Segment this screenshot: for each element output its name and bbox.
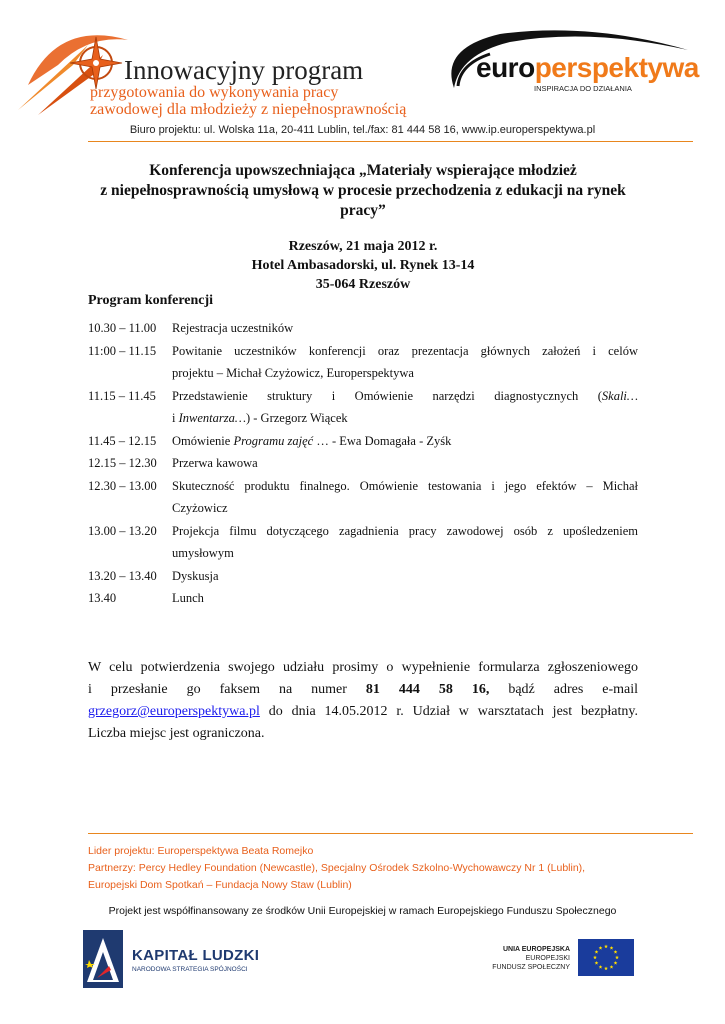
agenda-italic-text: Programu zajęć bbox=[233, 433, 314, 448]
footer-partners bbox=[88, 843, 585, 894]
agenda-time: 11.45 – 12.15 bbox=[88, 433, 157, 448]
conference-postal: 35-064 Rzeszów bbox=[315, 277, 411, 292]
agenda-text-line bbox=[172, 430, 638, 453]
agenda-row bbox=[88, 452, 638, 475]
agenda-italic-text: Inwentarza… bbox=[178, 411, 246, 425]
project-office-line: Biuro projektu: ul. Wolska 11a, 20-411 Lublin, tel./fax: 81 444 58 16, www.ip.europerspektywa.pl bbox=[129, 124, 596, 136]
agenda-row bbox=[88, 317, 638, 340]
agenda-description bbox=[172, 317, 638, 340]
agenda-time: 13.00 – 13.20 bbox=[88, 523, 157, 538]
kapital-ludzki-subtitle: NARODOWA STRATEGIA SPÓJNOŚCI bbox=[132, 966, 248, 973]
agenda-time: 12.15 – 12.30 bbox=[88, 456, 157, 470]
brand-part-perspektywa: perspektywa bbox=[534, 52, 699, 83]
conference-title-line: z niepełnosprawnością umysłową w procesie przechodzenia z edukacji na rynek bbox=[100, 182, 626, 199]
program-subtitle-line: przygotowania do wykonywania pracy bbox=[90, 84, 339, 101]
conference-date: Rzeszów, 21 maja 2012 r. bbox=[288, 239, 438, 254]
agenda-italic-text: Skali… bbox=[601, 388, 638, 403]
agenda-text: Przerwa kawowa bbox=[172, 456, 258, 470]
conference-hotel: Hotel Ambasadorski, ul. Rynek 13-14 bbox=[251, 258, 475, 273]
agenda-text: umysłowym bbox=[172, 546, 234, 560]
agenda-row bbox=[88, 385, 638, 430]
conference-title-line: Konferencja upowszechniająca „Materiały wspierające młodzież bbox=[149, 162, 577, 179]
confirmation-paragraph bbox=[88, 657, 638, 745]
agenda-text: Rejestracja uczestników bbox=[172, 321, 294, 335]
agenda-list bbox=[88, 317, 638, 610]
program-heading: Program konferencji bbox=[88, 293, 214, 308]
agenda-row bbox=[88, 520, 638, 565]
program-title: Innowacyjny program bbox=[124, 55, 364, 85]
project-leader: Lider projektu: Europerspektywa Beata Romejko bbox=[88, 845, 314, 857]
agenda-text: … - Ewa Domagała - Zyśk bbox=[313, 433, 452, 448]
confirmation-text: bądź adres e-mail bbox=[489, 682, 638, 697]
email-link[interactable]: grzegorz@europerspektywa.pl bbox=[88, 704, 260, 719]
agenda-text-line bbox=[172, 407, 638, 430]
agenda-time: 13.20 – 13.40 bbox=[88, 568, 157, 583]
agenda-text: Dyskusja bbox=[172, 568, 219, 583]
confirmation-text: W celu potwierdzenia swojego udziału prosimy o wypełnienie formularza zgłoszeniowego bbox=[88, 660, 638, 675]
agenda-description bbox=[172, 340, 638, 385]
header-divider bbox=[88, 141, 693, 142]
agenda-description bbox=[172, 430, 638, 453]
eu-label-line: UNIA EUROPEJSKA bbox=[502, 946, 570, 953]
eu-label-line: FUNDUSZ SPOŁECZNY bbox=[492, 964, 570, 971]
agenda-text-line bbox=[172, 385, 638, 408]
confirmation-text-line bbox=[88, 679, 638, 701]
agenda-time: 12.30 – 13.00 bbox=[88, 478, 157, 493]
agenda-text: Lunch bbox=[172, 591, 204, 605]
agenda-text: Omówienie bbox=[172, 433, 234, 448]
eu-fund-label bbox=[468, 945, 570, 972]
conference-place bbox=[88, 237, 638, 294]
kapital-ludzki-name: KAPITAŁ LUDZKI bbox=[132, 947, 260, 964]
confirmation-text-line bbox=[88, 701, 638, 723]
partners-line: Europejski Dom Spotkań – Fundacja Nowy Staw (Lublin) bbox=[88, 879, 352, 891]
agenda-text: Czyżowicz bbox=[172, 501, 228, 515]
agenda-time: 11.15 – 11.45 bbox=[88, 388, 156, 403]
eu-label-line: EUROPEJSKI bbox=[525, 955, 570, 962]
agenda-row bbox=[88, 340, 638, 385]
conference-title bbox=[88, 161, 638, 221]
agenda-text: projektu – Michał Czyżowicz, Europerspektywa bbox=[172, 366, 414, 380]
agenda-description bbox=[172, 565, 638, 588]
agenda-time: 11:00 – 11.15 bbox=[88, 343, 157, 358]
brand-tagline: INSPIRACJA DO DZIAŁANIA bbox=[534, 84, 632, 93]
program-subtitle-line: zawodowej dla młodzieży z niepełnosprawnością bbox=[90, 101, 407, 118]
agenda-row bbox=[88, 430, 638, 453]
agenda-text: Przedstawienie struktury i Omówienie narzędzi diagnostycznych ( bbox=[172, 388, 602, 403]
agenda-text: ) - Grzegorz Wiącek bbox=[245, 411, 348, 425]
agenda-description bbox=[172, 385, 638, 430]
agenda-row bbox=[88, 565, 638, 588]
agenda-description bbox=[172, 475, 638, 520]
agenda-text: Powitanie uczestników konferencji oraz prezentacja głównych założeń i celów bbox=[172, 343, 638, 358]
agenda-text: i bbox=[172, 411, 179, 425]
agenda-description bbox=[172, 520, 638, 565]
cofinance-note: Projekt jest współfinansowany ze środków Unii Europejskiej w ramach Europejskiego Funduszu Społecznego bbox=[108, 905, 617, 917]
agenda-row bbox=[88, 587, 638, 610]
confirmation-text: Liczba miejsc jest ograniczona. bbox=[88, 726, 265, 741]
fax-number: 81 444 58 16, bbox=[365, 682, 490, 697]
agenda-text: Skuteczność produktu finalnego. Omówienie testowania i jego efektów – Michał bbox=[172, 478, 638, 493]
agenda-time: 10.30 – 11.00 bbox=[88, 321, 157, 335]
kapital-ludzki-icon bbox=[83, 930, 123, 988]
agenda-text: Projekcja filmu dotyczącego zagadnienia pracy zawodowej osób z upośledzeniem bbox=[172, 523, 638, 538]
brand-part-euro: euro bbox=[476, 52, 535, 83]
agenda-description bbox=[172, 452, 638, 475]
eu-flag-icon bbox=[578, 939, 634, 976]
program-subtitle bbox=[90, 84, 406, 118]
partners-line: Partnerzy: Percy Hedley Foundation (Newcastle), Specjalny Ośrodek Szkolno-Wychowawczy Nr 1 (Lublin), bbox=[88, 862, 586, 874]
footer-divider bbox=[88, 833, 693, 834]
confirmation-text: do dnia 14.05.2012 r. Udział w warsztatach jest bezpłatny. bbox=[259, 704, 638, 719]
brand-wordmark bbox=[476, 52, 699, 84]
agenda-time: 13.40 bbox=[88, 591, 117, 605]
agenda-row bbox=[88, 475, 638, 520]
conference-title-line: pracy” bbox=[340, 202, 386, 219]
agenda-description bbox=[172, 587, 638, 610]
confirmation-text: i przesłanie go faksem na numer bbox=[88, 682, 366, 697]
